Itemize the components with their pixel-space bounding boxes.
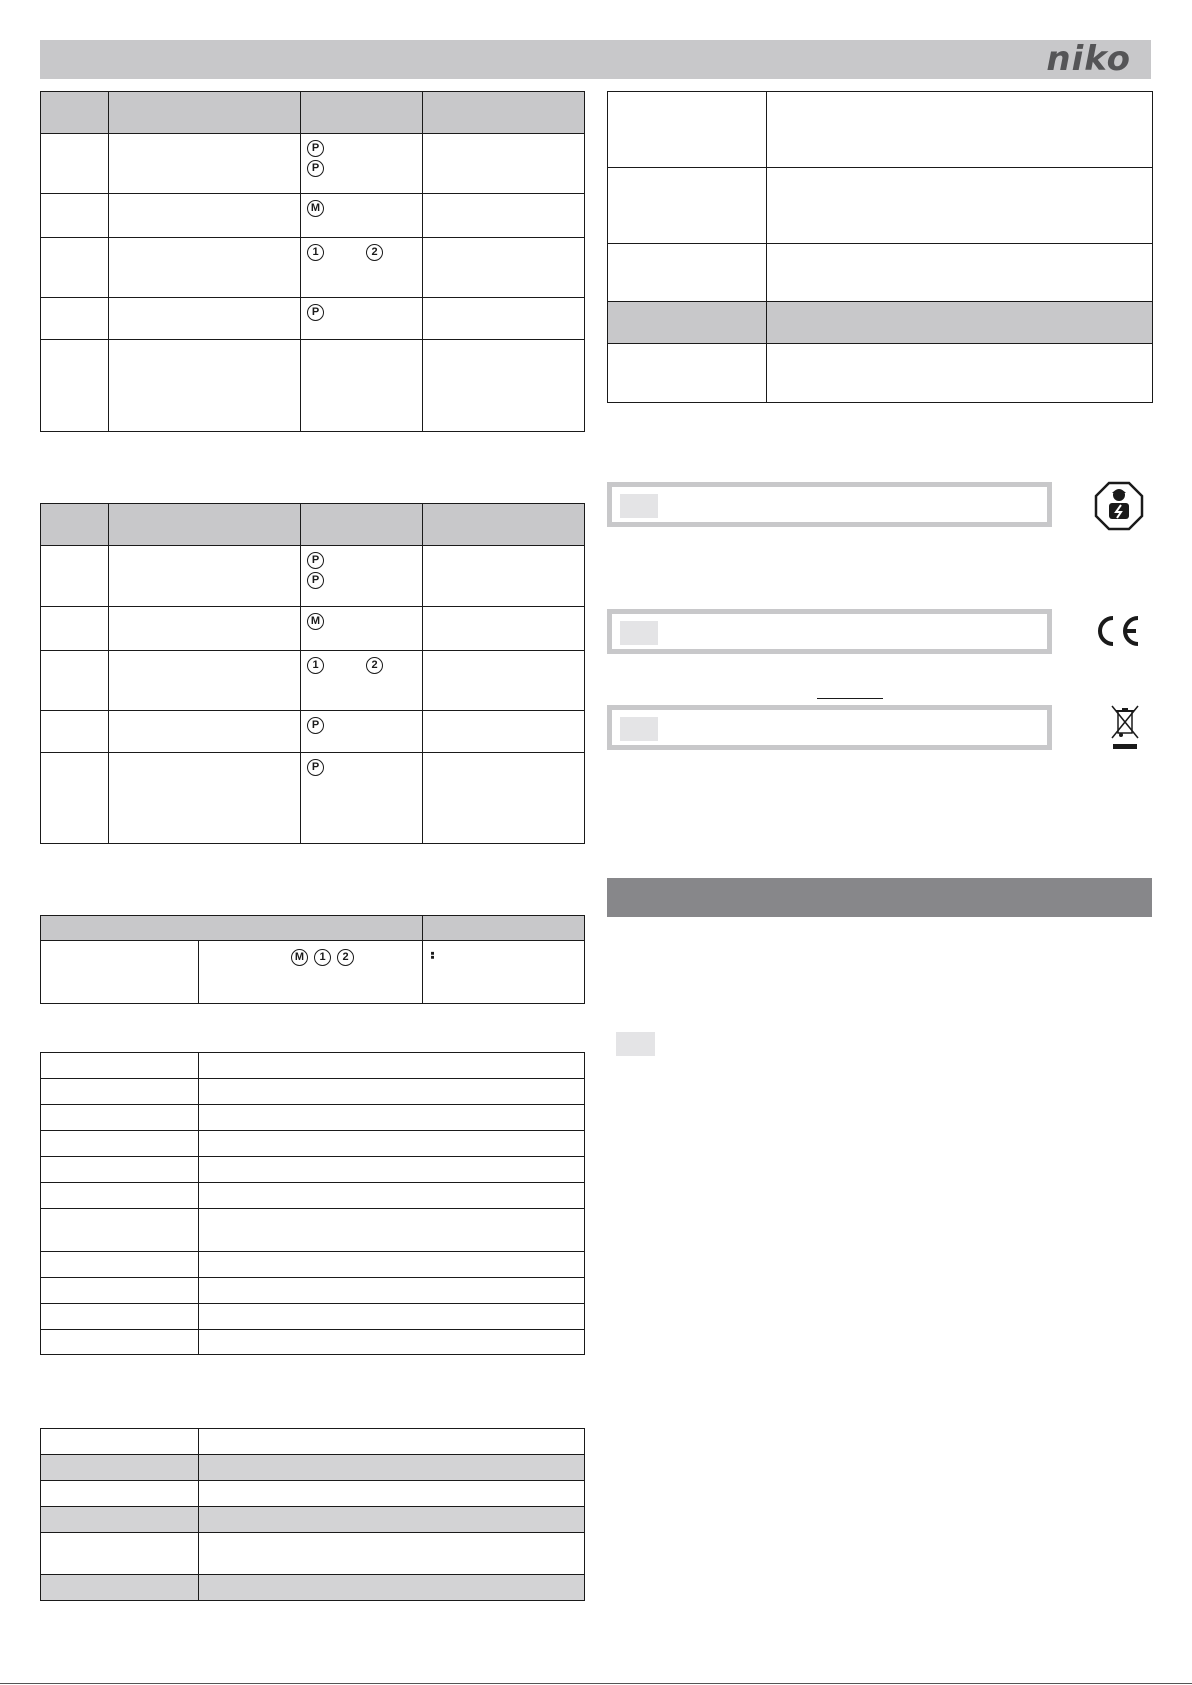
button-2-icon: 2 xyxy=(366,657,383,674)
table-row xyxy=(41,1429,585,1455)
table-row xyxy=(608,168,1153,244)
table-row xyxy=(41,1533,585,1575)
table-row xyxy=(41,238,585,298)
p-button-icon: P xyxy=(307,759,324,776)
p-button-icon: P xyxy=(307,140,324,157)
brand-logo: niko xyxy=(1046,39,1131,79)
table-row xyxy=(41,1079,585,1105)
m-button-icon: M xyxy=(307,200,324,217)
display-table xyxy=(40,915,585,1004)
qualified-electrician-icon xyxy=(1094,481,1144,531)
table-row xyxy=(41,1304,585,1330)
table-row xyxy=(41,1183,585,1209)
m-button-icon: M xyxy=(307,613,324,630)
table-row xyxy=(41,298,585,340)
button-1-icon: 1 xyxy=(314,949,331,966)
warning-box-installation xyxy=(607,482,1052,527)
button-2-icon: 2 xyxy=(337,949,354,966)
table-row xyxy=(41,1278,585,1304)
table-row xyxy=(608,244,1153,302)
p-button-icon: P xyxy=(307,717,324,734)
table-row xyxy=(41,1507,585,1533)
ce-mark-icon xyxy=(1094,613,1144,649)
table-row xyxy=(41,546,585,607)
button-2-icon: 2 xyxy=(366,244,383,261)
warning-tag xyxy=(620,494,658,518)
button-1-icon: 1 xyxy=(307,244,324,261)
warning-box-ce xyxy=(607,609,1052,654)
table-row xyxy=(41,194,585,238)
header-bar xyxy=(40,40,1151,79)
p-button-icon: P xyxy=(307,160,324,177)
underline-mark xyxy=(817,698,883,699)
table-row xyxy=(41,607,585,651)
table-row xyxy=(41,1252,585,1278)
alternating-table xyxy=(40,1428,585,1601)
warning-tag xyxy=(620,717,658,741)
info-table-right xyxy=(607,91,1153,403)
table-row xyxy=(41,1157,585,1183)
table-row xyxy=(41,711,585,753)
table-row xyxy=(41,651,585,711)
warning-box-disposal xyxy=(607,705,1052,750)
table-header-row xyxy=(41,504,585,546)
table-row xyxy=(41,1575,585,1601)
section-tag xyxy=(616,1032,655,1056)
table-row xyxy=(41,1481,585,1507)
m-button-icon: M xyxy=(291,949,308,966)
button-1-icon: 1 xyxy=(307,657,324,674)
table-header-row xyxy=(41,916,585,941)
bottom-rule xyxy=(0,1683,1192,1684)
crossed-out-wheelie-bin-icon xyxy=(1110,704,1140,752)
table-row xyxy=(41,1105,585,1131)
table-row xyxy=(41,134,585,194)
warning-tag xyxy=(620,621,658,645)
p-button-icon: P xyxy=(307,304,324,321)
table-row xyxy=(41,1209,585,1252)
procedure-table-1 xyxy=(40,91,585,432)
table-row xyxy=(41,1455,585,1481)
technical-data-table xyxy=(40,1052,585,1355)
table-row xyxy=(41,753,585,844)
table-row xyxy=(608,92,1153,168)
table-row xyxy=(41,340,585,432)
table-row xyxy=(41,1330,585,1355)
section-header-bar xyxy=(607,878,1152,917)
table-row xyxy=(608,344,1153,403)
procedure-table-2 xyxy=(40,503,585,844)
table-header-row xyxy=(41,92,585,134)
display-segment-icon: ⠆ xyxy=(429,945,441,964)
p-button-icon: P xyxy=(307,572,324,589)
p-button-icon: P xyxy=(307,552,324,569)
table-row xyxy=(41,941,585,1004)
table-header-row xyxy=(608,302,1153,344)
table-row xyxy=(41,1131,585,1157)
table-row xyxy=(41,1053,585,1079)
